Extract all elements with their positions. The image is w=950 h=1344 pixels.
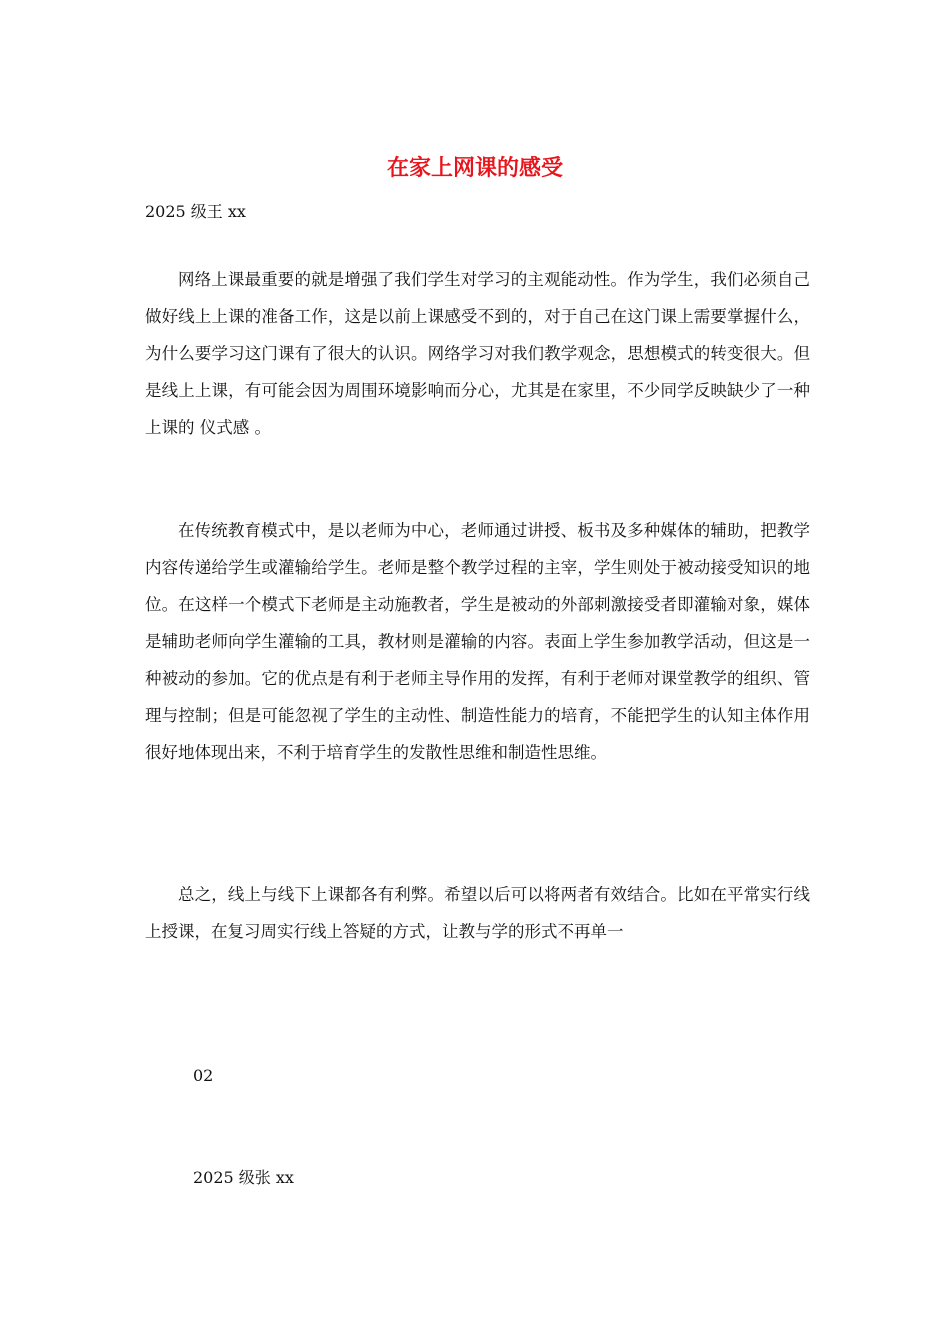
paragraph-1: 网络上课最重要的就是增强了我们学生对学习的主观能动性。作为学生，我们必须自己做好线上上课的准备工作，这是以前上课感受不到的，对于自己在这门课上需要掌握什么，为什么要学习这门课有了很大的认识。网络学习对我们教学观念，思想模式的转变很大。但是线上上课，有可能会因为周围环境影响而分心，尤其是在家里，不少同学反映缺少了一种上课的 仪式感 。 — [145, 270, 810, 437]
author-line-2: 2025 级张 xx — [193, 1168, 294, 1187]
author-line: 2025 级王 xx — [145, 202, 246, 221]
paragraph-3: 总之，线上与线下上课都各有利弊。希望以后可以将两者有效结合。比如在平常实行线上授课，在复习周实行线上答疑的方式，让教与学的形式不再单一 — [145, 885, 810, 941]
section-number: 02 — [193, 1066, 214, 1085]
paragraph-2: 在传统教育模式中，是以老师为中心，老师通过讲授、板书及多种媒体的辅助，把教学内容传递给学生或灌输给学生。老师是整个教学过程的主宰，学生则处于被动接受知识的地位。在这样一个模式下老师是主动施教者，学生是被动的外部刺激接受者即灌输对象，媒体是辅助老师向学生灌输的工具，教材则是灌输的内容。表面上学生参加教学活动，但这是一种被动的参加。它的优点是有利于老师主导作用的发挥，有利于老师对课堂教学的组织、管理与控制；但是可能忽视了学生的主动性、制造性能力的培育，不能把学生的认知主体作用很好地体现出来，不利于培育学生的发散性思维和制造性思维。 — [145, 521, 810, 762]
document-title: 在家上网课的感受 — [386, 155, 563, 181]
